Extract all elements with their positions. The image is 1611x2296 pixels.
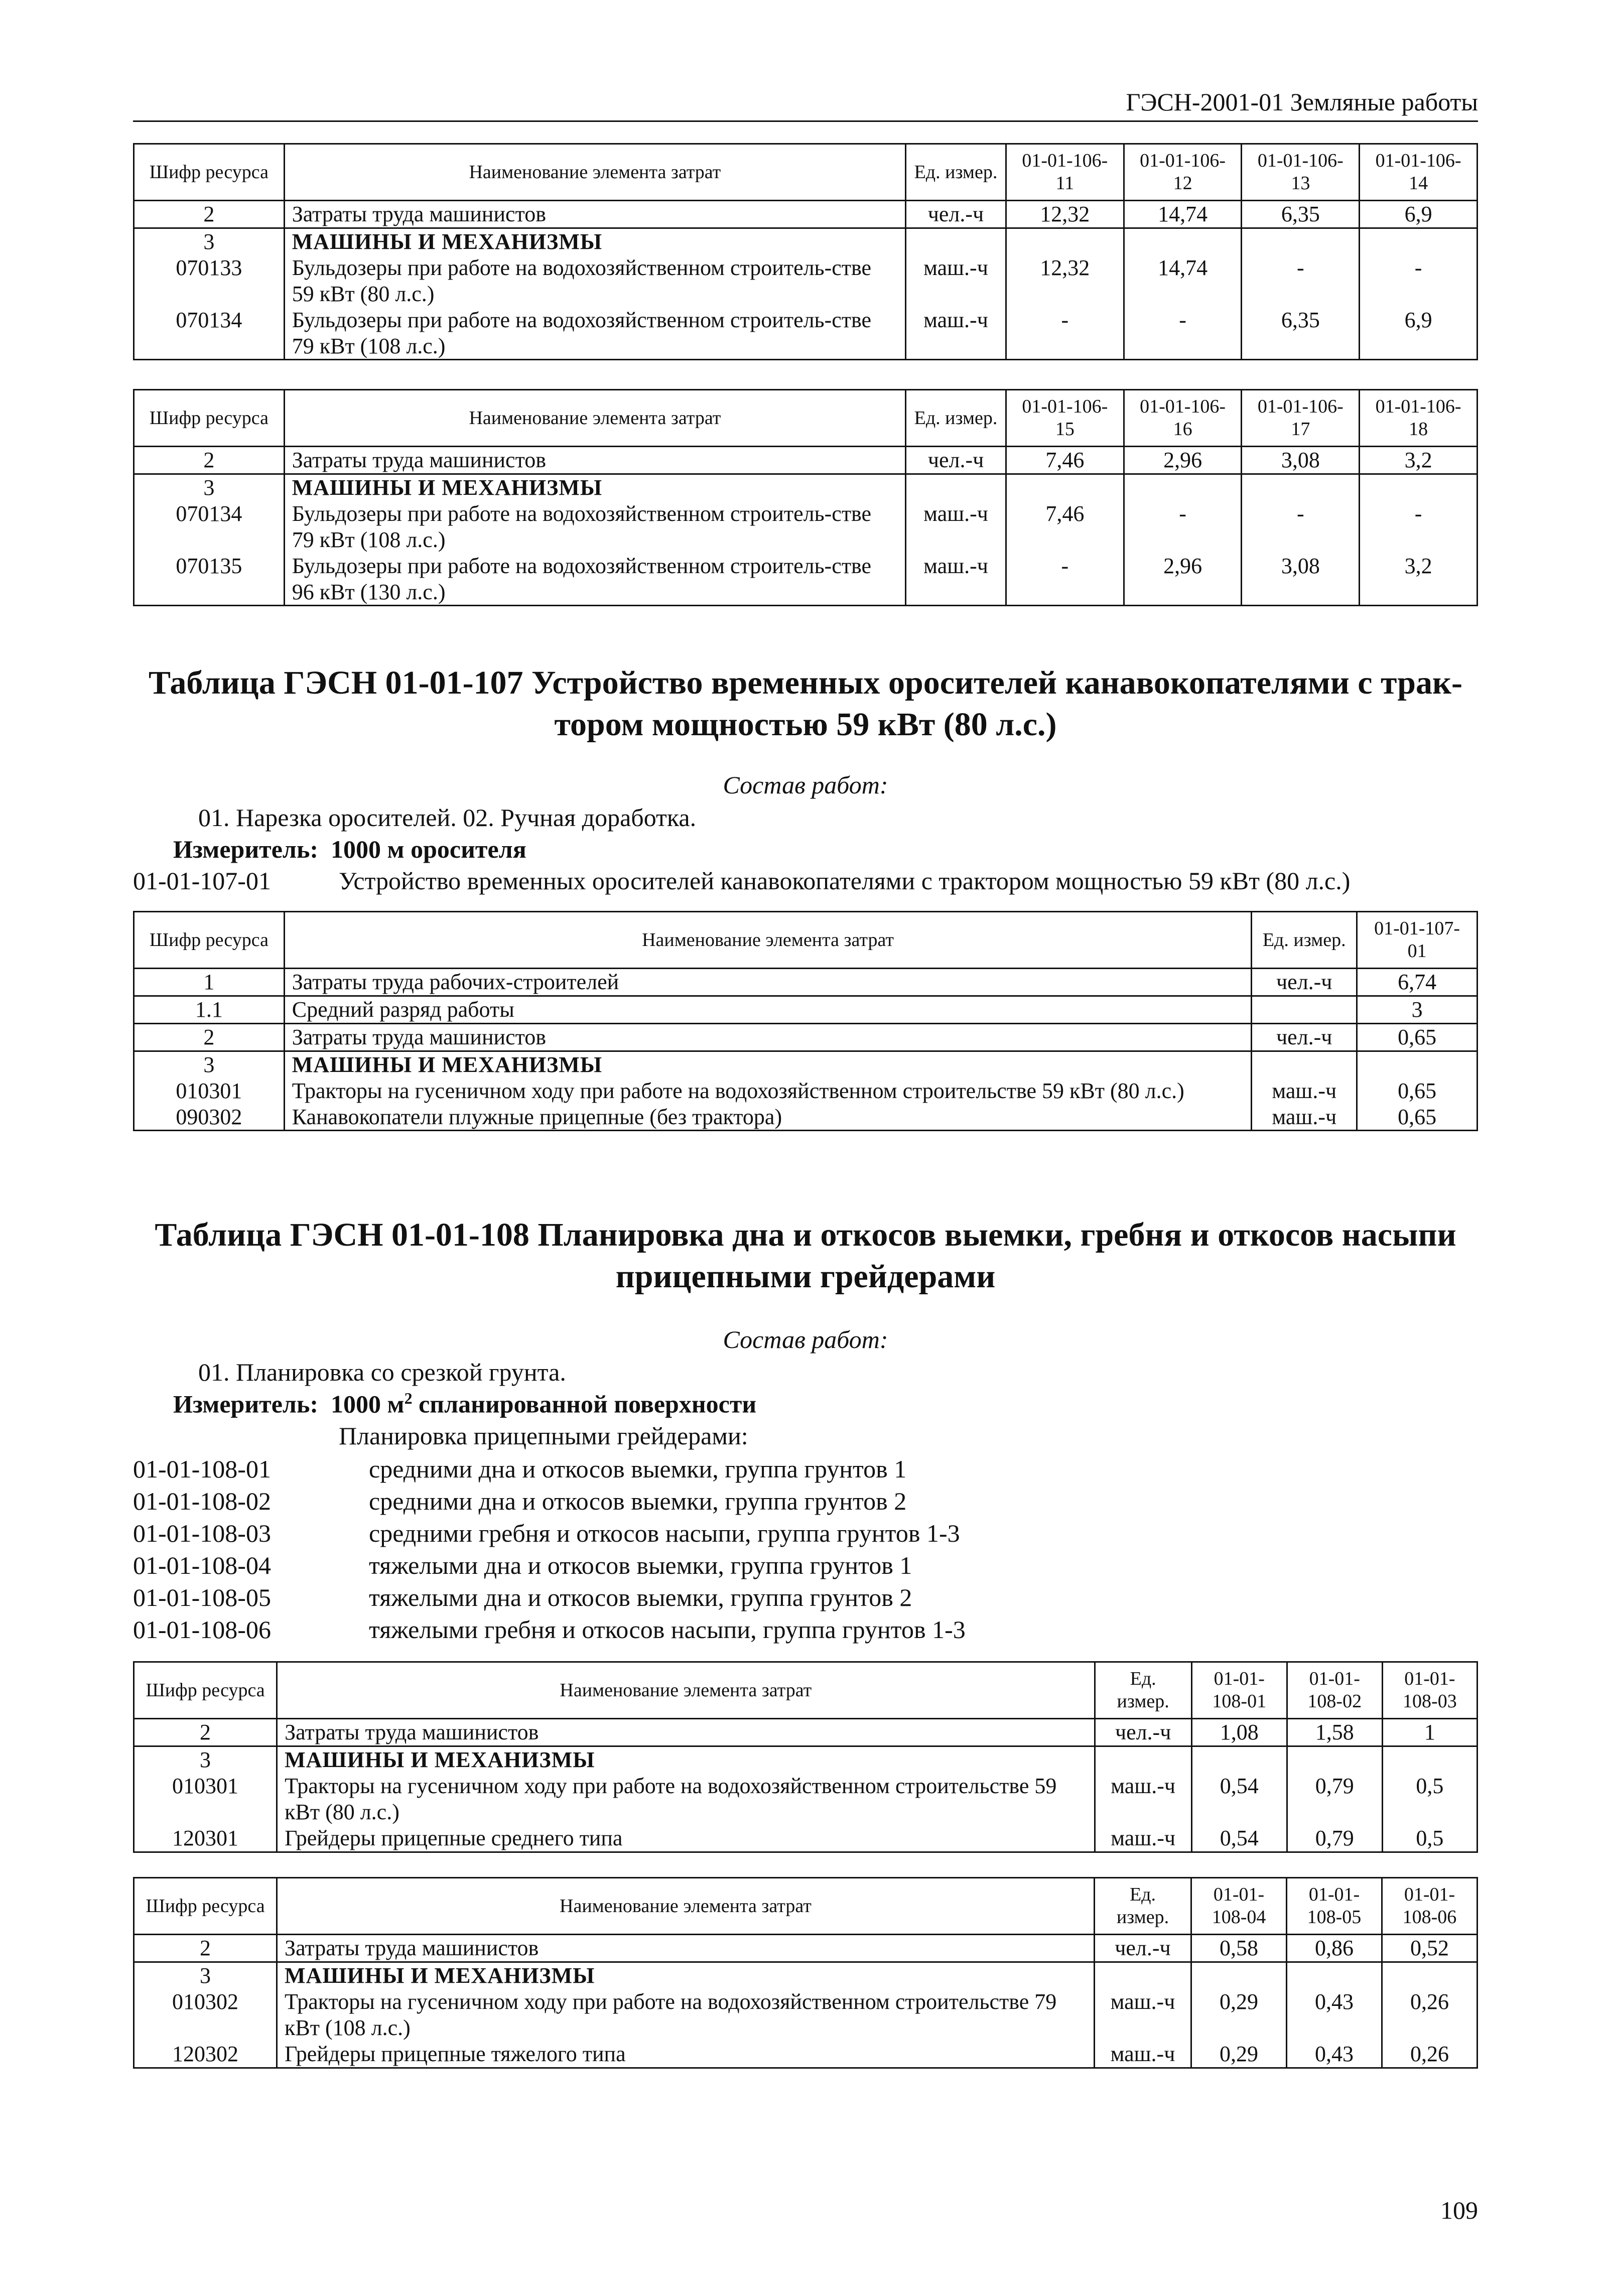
value-cell: 0,79 bbox=[1287, 1773, 1382, 1825]
value-cell bbox=[1360, 228, 1478, 254]
unit-cell bbox=[1252, 1051, 1357, 1077]
header-row bbox=[134, 912, 1478, 969]
group-heading: Планировка прицепными грейдерами: bbox=[339, 1422, 748, 1450]
table-row bbox=[134, 1989, 1478, 2041]
column-header-norm: 01-01-106-11 bbox=[1006, 144, 1124, 201]
value-cell: 3,2 bbox=[1360, 447, 1478, 474]
resource-code: 2 bbox=[134, 1023, 285, 1051]
unit-cell: маш.-ч bbox=[906, 553, 1006, 606]
value-cell: 3,2 bbox=[1360, 553, 1478, 606]
table-row bbox=[134, 307, 1478, 360]
title-line: Таблица ГЭСН 01-01-107 Устройство временных оросителей канавокопателями с трак- bbox=[149, 664, 1462, 701]
meter-value: 1000 м оросителя bbox=[331, 835, 526, 863]
value-cell: 7,46 bbox=[1006, 447, 1124, 474]
resource-code: 2 bbox=[134, 447, 285, 474]
table-row bbox=[134, 1935, 1478, 1962]
item-list bbox=[133, 1453, 1478, 1646]
table-row bbox=[134, 1746, 1478, 1773]
value-cell: 0,58 bbox=[1191, 1935, 1287, 1962]
list-item bbox=[133, 1613, 1478, 1646]
unit-cell: маш.-ч bbox=[1094, 2041, 1191, 2068]
item-text: тяжелыми дна и откосов выемки, группа грунтов 2 bbox=[369, 1583, 912, 1611]
unit-cell bbox=[1094, 1962, 1191, 1988]
column-header-norm: 01-01-106-18 bbox=[1360, 390, 1478, 447]
header-row bbox=[134, 144, 1478, 201]
unit-cell: чел.-ч bbox=[1095, 1719, 1191, 1746]
value-cell: 0,52 bbox=[1382, 1935, 1477, 1962]
resource-code: 010301 bbox=[134, 1773, 277, 1825]
value-cell: - bbox=[1360, 255, 1478, 307]
value-cell bbox=[1287, 1962, 1382, 1988]
item-text: тяжелыми дна и откосов выемки, группа грунтов 1 bbox=[369, 1551, 912, 1579]
column-header-code: Шифр ресурса bbox=[134, 390, 285, 447]
meter-line bbox=[173, 1389, 756, 1419]
item-code: 01-01-107-01 bbox=[133, 867, 271, 895]
value-cell: 0,65 bbox=[1357, 1078, 1478, 1104]
value-cell: 3,08 bbox=[1242, 553, 1360, 606]
meter-label: Измеритель: bbox=[173, 835, 319, 863]
item-text: тяжелыми гребня и откосов насыпи, группа грунтов 1-3 bbox=[369, 1615, 966, 1644]
value-cell: 0,86 bbox=[1287, 1935, 1382, 1962]
unit-cell: чел.-ч bbox=[906, 201, 1006, 228]
resource-code: 3 bbox=[134, 1746, 277, 1773]
value-cell: 0,43 bbox=[1287, 1989, 1382, 2041]
cost-element-name: Средний разряд работы bbox=[284, 996, 1252, 1023]
unit-cell bbox=[1252, 996, 1357, 1023]
resource-code: 070133 bbox=[134, 255, 285, 307]
column-header-name: Наименование элемента затрат bbox=[277, 1878, 1095, 1935]
value-cell bbox=[1191, 1746, 1287, 1773]
value-cell: 0,43 bbox=[1287, 2041, 1382, 2068]
list-item bbox=[133, 1453, 1478, 1485]
cost-element-name: МАШИНЫ И МЕХАНИЗМЫ bbox=[277, 1962, 1095, 1988]
page-number: 109 bbox=[1440, 2196, 1478, 2224]
value-cell: 0,5 bbox=[1382, 1825, 1477, 1852]
value-cell bbox=[1360, 474, 1478, 500]
column-header-norm: 01-01-106-17 bbox=[1242, 390, 1360, 447]
resource-code: 3 bbox=[134, 474, 285, 500]
column-header-name: Наименование элемента затрат bbox=[284, 144, 905, 201]
unit-cell: чел.-ч bbox=[1252, 969, 1357, 996]
resource-code: 3 bbox=[134, 228, 285, 254]
column-header-name: Наименование элемента затрат bbox=[277, 1662, 1095, 1719]
resource-code: 1 bbox=[134, 969, 285, 996]
table-row bbox=[134, 2041, 1478, 2068]
unit-cell: чел.-ч bbox=[1252, 1023, 1357, 1051]
resource-code: 070134 bbox=[134, 501, 285, 553]
column-header-norm: 01-01-107-01 bbox=[1357, 912, 1478, 969]
table-row bbox=[134, 996, 1478, 1023]
value-cell: 0,54 bbox=[1191, 1773, 1287, 1825]
unit-cell: маш.-ч bbox=[1252, 1078, 1357, 1104]
column-header-unit: Ед. измер. bbox=[906, 144, 1006, 201]
cost-element-name: Тракторы на гусеничном ходу при работе на водохозяйственном строительстве 59 кВт (80 л.с.) bbox=[277, 1773, 1095, 1825]
cost-element-name: МАШИНЫ И МЕХАНИЗМЫ bbox=[284, 474, 905, 500]
item-text: средними дна и откосов выемки, группа грунтов 2 bbox=[369, 1487, 907, 1515]
running-title: ГЭСН-2001-01 Земляные работы bbox=[1126, 88, 1478, 116]
cost-table bbox=[133, 1661, 1478, 1853]
column-header-name: Наименование элемента затрат bbox=[284, 390, 905, 447]
item-code: 01-01-108-03 bbox=[133, 1519, 271, 1547]
composition-text: 01. Нарезка оросителей. 02. Ручная доработка. bbox=[198, 803, 697, 832]
unit-cell: чел.-ч bbox=[1094, 1935, 1191, 1962]
column-header-unit: Ед. измер. bbox=[1252, 912, 1357, 969]
header-row bbox=[134, 390, 1478, 447]
resource-code: 2 bbox=[134, 201, 285, 228]
cost-table bbox=[133, 911, 1478, 1131]
column-header-code: Шифр ресурса bbox=[134, 1878, 277, 1935]
composition-label: Состав работ: bbox=[723, 1325, 888, 1354]
value-cell: 2,96 bbox=[1124, 553, 1242, 606]
value-cell: - bbox=[1124, 307, 1242, 360]
unit-cell: чел.-ч bbox=[906, 447, 1006, 474]
resource-code: 3 bbox=[134, 1051, 285, 1077]
value-cell: 12,32 bbox=[1006, 255, 1124, 307]
resource-code: 120302 bbox=[134, 2041, 277, 2068]
cost-element-name: Канавокопатели плужные прицепные (без трактора) bbox=[284, 1104, 1252, 1131]
table-row bbox=[134, 1104, 1478, 1131]
header-row bbox=[134, 1662, 1478, 1719]
title-line: прицепными грейдерами bbox=[615, 1258, 996, 1295]
table-row bbox=[134, 474, 1478, 500]
running-header bbox=[133, 84, 1478, 122]
unit-cell: маш.-ч bbox=[1094, 1989, 1191, 2041]
table-title bbox=[133, 1214, 1478, 1297]
value-cell: 3 bbox=[1357, 996, 1478, 1023]
value-cell: - bbox=[1242, 501, 1360, 553]
cost-element-name: МАШИНЫ И МЕХАНИЗМЫ bbox=[284, 228, 905, 254]
value-cell: 14,74 bbox=[1124, 255, 1242, 307]
column-header-norm: 01-01-106-13 bbox=[1242, 144, 1360, 201]
value-cell: 0,26 bbox=[1382, 2041, 1477, 2068]
column-header-norm: 01-01-108-04 bbox=[1191, 1878, 1287, 1935]
column-header-norm: 01-01-108-06 bbox=[1382, 1878, 1477, 1935]
composition-label: Состав работ: bbox=[723, 771, 888, 799]
column-header-code: Шифр ресурса bbox=[134, 1662, 277, 1719]
value-cell: 0,79 bbox=[1287, 1825, 1382, 1852]
value-cell: 6,9 bbox=[1360, 307, 1478, 360]
item-code: 01-01-108-06 bbox=[133, 1615, 271, 1644]
column-header-norm: 01-01-108-01 bbox=[1191, 1662, 1287, 1719]
value-cell: 0,26 bbox=[1382, 1989, 1477, 2041]
column-header-norm: 01-01-106-16 bbox=[1124, 390, 1242, 447]
column-header-norm: 01-01-106-12 bbox=[1124, 144, 1242, 201]
value-cell: 6,9 bbox=[1360, 201, 1478, 228]
value-cell bbox=[1124, 228, 1242, 254]
value-cell: 1 bbox=[1382, 1719, 1477, 1746]
table-row bbox=[134, 1719, 1478, 1746]
column-header-norm: 01-01-106-14 bbox=[1360, 144, 1478, 201]
unit-cell: маш.-ч bbox=[1252, 1104, 1357, 1131]
value-cell: 0,54 bbox=[1191, 1825, 1287, 1852]
table-row bbox=[134, 553, 1478, 606]
resource-code: 3 bbox=[134, 1962, 277, 1988]
cost-element-name: Затраты труда рабочих-строителей bbox=[284, 969, 1252, 996]
unit-cell: маш.-ч bbox=[906, 255, 1006, 307]
column-header-norm: 01-01-108-02 bbox=[1287, 1662, 1382, 1719]
meter-superscript: 2 bbox=[404, 1389, 413, 1407]
table-row bbox=[134, 969, 1478, 996]
value-cell: - bbox=[1006, 307, 1124, 360]
meter-suffix: спланированной поверхности bbox=[412, 1390, 757, 1418]
resource-code: 1.1 bbox=[134, 996, 285, 1023]
table-row bbox=[134, 1825, 1478, 1852]
table-row bbox=[134, 1051, 1478, 1077]
value-cell: 0,29 bbox=[1191, 2041, 1287, 2068]
unit-cell: маш.-ч bbox=[906, 307, 1006, 360]
cost-element-name: Бульдозеры при работе на водохозяйственном строитель-стве 59 кВт (80 л.с.) bbox=[284, 255, 905, 307]
unit-cell: маш.-ч bbox=[1095, 1825, 1191, 1852]
column-header-unit: Ед. измер. bbox=[906, 390, 1006, 447]
cost-element-name: Затраты труда машинистов bbox=[284, 1023, 1252, 1051]
cost-element-name: Бульдозеры при работе на водохозяйственном строитель-стве 79 кВт (108 л.с.) bbox=[284, 307, 905, 360]
value-cell: - bbox=[1242, 255, 1360, 307]
value-cell: 0,65 bbox=[1357, 1104, 1478, 1131]
table-row bbox=[134, 201, 1478, 228]
table-row bbox=[134, 228, 1478, 254]
list-item bbox=[133, 1517, 1478, 1549]
table-row bbox=[134, 447, 1478, 474]
value-cell: 2,96 bbox=[1124, 447, 1242, 474]
cost-table bbox=[133, 1877, 1478, 2069]
item-text: Устройство временных оросителей канавокопателями с трактором мощностью 59 кВт (80 л.с.) bbox=[339, 867, 1351, 895]
column-header-norm: 01-01-108-03 bbox=[1382, 1662, 1477, 1719]
resource-code: 010301 bbox=[134, 1078, 285, 1104]
table-row bbox=[134, 1023, 1478, 1051]
value-cell bbox=[1357, 1051, 1478, 1077]
cost-table bbox=[133, 143, 1478, 360]
resource-code: 090302 bbox=[134, 1104, 285, 1131]
resource-code: 010302 bbox=[134, 1989, 277, 2041]
composition-text: 01. Планировка со срезкой грунта. bbox=[198, 1358, 566, 1386]
cost-table bbox=[133, 389, 1478, 606]
value-cell: - bbox=[1124, 501, 1242, 553]
table-row bbox=[134, 1773, 1478, 1825]
value-cell bbox=[1124, 474, 1242, 500]
value-cell bbox=[1242, 474, 1360, 500]
value-cell bbox=[1006, 474, 1124, 500]
value-cell: 1,08 bbox=[1191, 1719, 1287, 1746]
column-header-unit: Ед. измер. bbox=[1094, 1878, 1191, 1935]
value-cell bbox=[1382, 1962, 1477, 1988]
column-header-code: Шифр ресурса bbox=[134, 912, 285, 969]
meter-line bbox=[173, 835, 526, 864]
table-row bbox=[134, 255, 1478, 307]
value-cell: 6,35 bbox=[1242, 307, 1360, 360]
title-line: Таблица ГЭСН 01-01-108 Планировка дна и откосов выемки, гребня и откосов насыпи bbox=[155, 1217, 1456, 1253]
value-cell: 12,32 bbox=[1006, 201, 1124, 228]
table-row bbox=[134, 1078, 1478, 1104]
value-cell: 1,58 bbox=[1287, 1719, 1382, 1746]
value-cell: 0,5 bbox=[1382, 1773, 1477, 1825]
cost-element-name: Тракторы на гусеничном ходу при работе на водохозяйственном строительстве 59 кВт (80 л.с.) bbox=[284, 1078, 1252, 1104]
value-cell: 0,65 bbox=[1357, 1023, 1478, 1051]
cost-element-name: Бульдозеры при работе на водохозяйственном строитель-стве 79 кВт (108 л.с.) bbox=[284, 501, 905, 553]
cost-element-name: Затраты труда машинистов bbox=[284, 201, 905, 228]
cost-element-name: Затраты труда машинистов bbox=[277, 1935, 1095, 1962]
resource-code: 120301 bbox=[134, 1825, 277, 1852]
table-row bbox=[134, 501, 1478, 553]
value-cell: 0,29 bbox=[1191, 1989, 1287, 2041]
cost-element-name: Затраты труда машинистов bbox=[277, 1719, 1095, 1746]
list-item bbox=[133, 1581, 1478, 1613]
column-header-unit: Ед. измер. bbox=[1095, 1662, 1191, 1719]
resource-code: 070134 bbox=[134, 307, 285, 360]
item-text: средними гребня и откосов насыпи, группа грунтов 1-3 bbox=[369, 1519, 960, 1547]
item-code: 01-01-108-04 bbox=[133, 1551, 271, 1579]
value-cell: - bbox=[1360, 501, 1478, 553]
meter-value: 1000 м bbox=[331, 1390, 405, 1418]
unit-cell: маш.-ч bbox=[906, 501, 1006, 553]
value-cell bbox=[1191, 1962, 1287, 1988]
table-row bbox=[134, 1962, 1478, 1988]
value-cell bbox=[1287, 1746, 1382, 1773]
value-cell: 6,74 bbox=[1357, 969, 1478, 996]
cost-element-name: Затраты труда машинистов bbox=[284, 447, 905, 474]
meter-label: Измеритель: bbox=[173, 1390, 319, 1418]
item-code: 01-01-108-01 bbox=[133, 1455, 271, 1483]
unit-cell bbox=[906, 474, 1006, 500]
value-cell bbox=[1382, 1746, 1477, 1773]
column-header-norm: 01-01-108-05 bbox=[1287, 1878, 1382, 1935]
item-text: средними дна и откосов выемки, группа грунтов 1 bbox=[369, 1455, 907, 1483]
value-cell: 6,35 bbox=[1242, 201, 1360, 228]
value-cell: 3,08 bbox=[1242, 447, 1360, 474]
cost-element-name: МАШИНЫ И МЕХАНИЗМЫ bbox=[277, 1746, 1095, 1773]
value-cell bbox=[1242, 228, 1360, 254]
resource-code: 2 bbox=[134, 1935, 277, 1962]
unit-cell: маш.-ч bbox=[1095, 1773, 1191, 1825]
value-cell: - bbox=[1006, 553, 1124, 606]
cost-element-name: Бульдозеры при работе на водохозяйственном строитель-стве 96 кВт (130 л.с.) bbox=[284, 553, 905, 606]
cost-element-name: Грейдеры прицепные тяжелого типа bbox=[277, 2041, 1095, 2068]
column-header-norm: 01-01-106-15 bbox=[1006, 390, 1124, 447]
unit-cell bbox=[1095, 1746, 1191, 1773]
cost-element-name: МАШИНЫ И МЕХАНИЗМЫ bbox=[284, 1051, 1252, 1077]
item-code: 01-01-108-02 bbox=[133, 1487, 271, 1515]
column-header-name: Наименование элемента затрат bbox=[284, 912, 1252, 969]
unit-cell bbox=[906, 228, 1006, 254]
resource-code: 070135 bbox=[134, 553, 285, 606]
column-header-code: Шифр ресурса bbox=[134, 144, 285, 201]
header-row bbox=[134, 1878, 1478, 1935]
title-line: тором мощностью 59 кВт (80 л.с.) bbox=[554, 706, 1057, 743]
list-item bbox=[133, 1549, 1478, 1581]
value-cell: 14,74 bbox=[1124, 201, 1242, 228]
value-cell bbox=[1006, 228, 1124, 254]
item-code: 01-01-108-05 bbox=[133, 1583, 271, 1611]
value-cell: 7,46 bbox=[1006, 501, 1124, 553]
resource-code: 2 bbox=[134, 1719, 277, 1746]
cost-element-name: Грейдеры прицепные среднего типа bbox=[277, 1825, 1095, 1852]
cost-element-name: Тракторы на гусеничном ходу при работе на водохозяйственном строительстве 79 кВт (108 л.с.) bbox=[277, 1989, 1095, 2041]
list-item bbox=[133, 1485, 1478, 1517]
table-title bbox=[133, 662, 1478, 745]
